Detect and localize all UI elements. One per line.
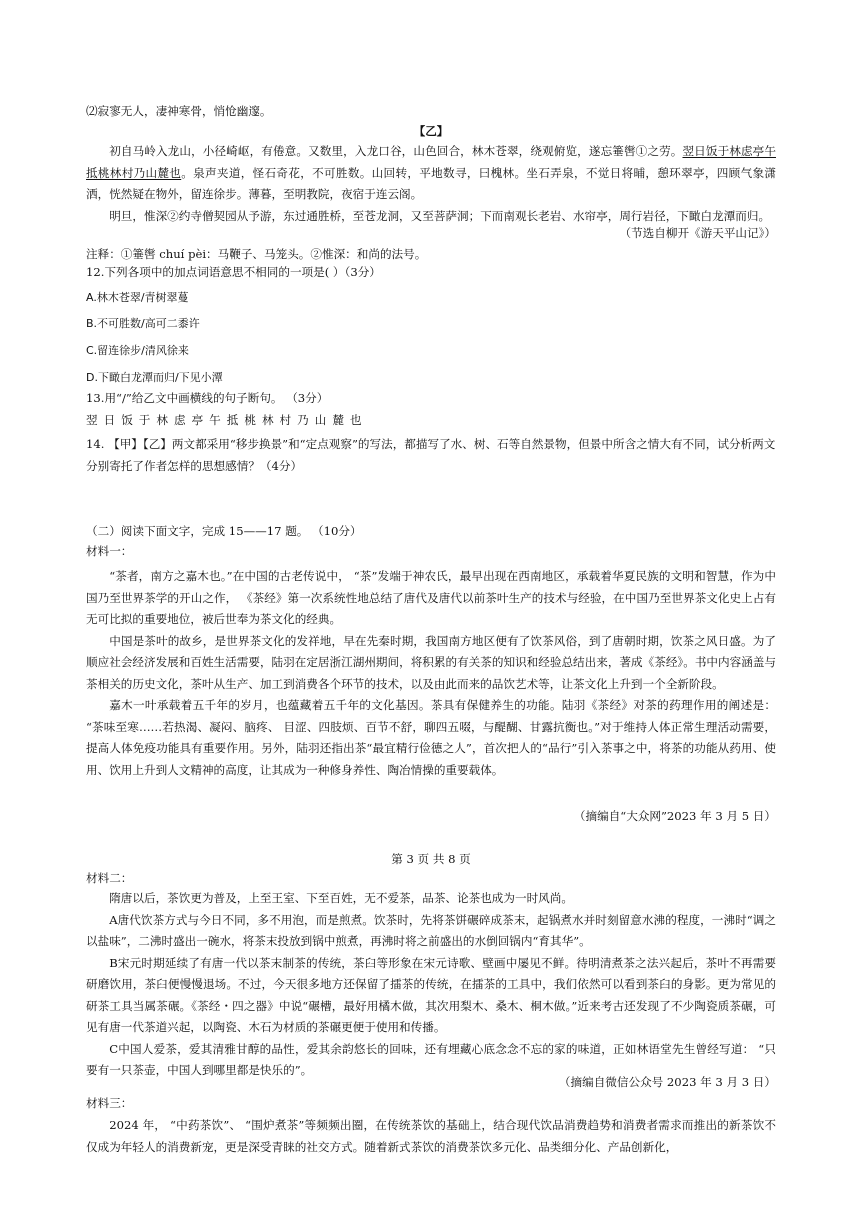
material-1-paragraph-2: 中国是茶叶的故乡，是世界茶文化的发祥地，早在先秦时期，我国南方地区便有了饮茶风俗，到了唐朝时期，饮茶之风日盛。为了顺应社会经济发展和百姓生活需要，陆羽在定居浙江湖州期间，将积累的有关茶的知识和经验总结出来，著成《茶经》。书中内容涵盖与茶相关的历史文化，茶叶从生产、加工到消费各个环节的技术，以及由此而来的品饮艺术等，让茶文化上升到一个全新阶段。 (86, 633, 776, 691)
material-1-paragraph-3: 嘉木一叶承载着五千年的岁月，也蕴藏着五千年的文化基因。茶具有保健养生的功能。陆羽《茶经》对茶的药理作用的阐述是： “茶味至寒……若热渴、凝闷、脑疼、 目涩、四肢烦、百节不舒，聊四五啜，与醍醐、甘露抗衡也。”对于维持人体正常生理活动需要，提高人体免疫功能具有重要作用。另外，陆羽还指出茶“最宜精行俭德之人”，首次把人的“品行”引入茶事之中，将茶的功能从药用、使用、饮用上升到人文精神的高度，让其成为一种修身养性、陶冶情操的重要载体。 (86, 698, 776, 777)
material-1-label: 材料一： (86, 544, 133, 558)
passage-yi (86, 141, 776, 227)
question-12-stem: 12.下列各项中的加点词语意思不相同的一项是( ）（3分） (86, 265, 381, 279)
material-2-paragraph-b: B宋元时期延续了有唐一代以茶末制茶的传统，茶臼等形象在宋元诗歌、壁画中屡见不鲜。待明清煮茶之法兴起后，茶叶不再需要研磨饮用，茶臼便慢慢退场。不过，今天很多地方还保留了擂茶的传统，在擂茶的工具中，我们依然可以看到茶臼的身影。更为常见的研茶工具当属茶碾。《茶经・四之器》中说“碾槽，最好用橘木做，其次用梨木、桑木、桐木做。”近来考古还发现了不少陶瓷质茶碾，可见有唐一代茶道兴起，以陶瓷、木石为材质的茶碾更便于使用和传播。 (86, 955, 776, 1034)
material-1-paragraph-1: “茶者，南方之嘉木也。”在中国的古老传说中， “茶”发端于神农氏，最早出现在西南地区，承载着华夏民族的文明和智慧，作为中国乃至世界茶学的开山之作， 《茶经》第一次系统性地总结了唐代及唐代以前茶叶生产的技术与经验，在中国乃至世界茶文化史上占有无可比拟的重要地位，被后世奉为茶文化的经典。 (86, 569, 776, 626)
passage-yi-text-after: 。泉声夹道，怪石奇花，不可胜数。山回转，平地数寻，曰槐林。坐石弄泉，不觉日将晡，憩环翠亭，四顾气象潇洒，恍然疑在物外，留连徐步。薄暮，至明教院，夜宿于连云阁。 (86, 165, 776, 201)
question-12-option-b: B.不可胜数/高可二黍许 (86, 317, 200, 330)
question-14-stem: 14. 【甲】【乙】两文都采用“移步换景”和“定点观察”的写法，都描写了水、树、石等自然景物，但景中所含之情大有不同，试分析两文分别寄托了作者怎样的思想感情？（4分） (86, 437, 776, 473)
question-12 (86, 262, 776, 284)
question-13-stem: 13.用“/”给乙文中画横线的句子断句。 （3分） (86, 391, 329, 405)
material-3-label: 材料三： (86, 1096, 133, 1110)
material-2-source: （摘编自微信公众号 2023 年 3 月 3 日） (558, 1075, 776, 1089)
passage-jia-ending (86, 101, 776, 123)
passage-jia-last-line: ⑵寂寥无人，凄神寒骨，悄怆幽邃。 (86, 104, 272, 118)
section-2-heading: （二）阅读下面文字，完成 15——17 题。 （10分） (86, 524, 362, 538)
material-3-paragraph-1: 2024 年， “中药茶饮”、 “围炉煮茶”等频频出圈，在传统茶饮的基础上，结合现代饮品消费趋势和消费者需求而推出的新茶饮不仅成为年轻人的消费新宠，更是深受青睐的社交方式。随着新式茶饮的消费茶饮多元化、品类细分化、产品创新化， (86, 1118, 776, 1154)
material-3 (86, 1115, 776, 1158)
material-2-paragraph-a: A唐代饮茶方式与今日不同，多不用泡，而是煎煮。饮茶时，先将茶饼碾碎成茶末，起锅煮水并时刻留意水沸的程度，一沸时“调之以盐味”，二沸时盛出一碗水，将茶末投放到锅中煎煮，再沸时将之前盛出的水倒回锅内“育其华”。 (86, 912, 776, 948)
passage-yi-text-before: 初自马岭入龙山，小径崎岖，有倦意。又数里，入龙口谷，山色回合，林木苍翠，绕观俯览，遂忘箠辔①之劳。 (109, 144, 683, 158)
passage-yi-paragraph-2: 明旦，惟深②约寺僧契园从予游，东过通胜桥，至苍龙洞，又至菩萨洞；下而南观长老岩、水帘亭，周行岩径，下瞰白龙潭而归。 (109, 208, 771, 223)
passage-yi-source: （节选自柳开《游天平山记》） (619, 226, 776, 240)
material-2 (86, 888, 776, 1082)
material-2-paragraph-intro: 隋唐以后，茶饮更为普及，上至王室、下至百姓，无不爱茶，品茶、论茶也成为一时风尚。 (109, 891, 573, 905)
passage-yi-heading: 【乙】 (413, 124, 449, 138)
question-12-option-d: D.下瞰白龙潭而归/下见小潭 (86, 371, 223, 384)
passage-yi-paragraph-1 (86, 141, 776, 206)
material-2-paragraph-c: C中国人爱茶，爱其清雅甘醇的品性，爱其余韵悠长的回味，还有埋藏心底念念不忘的家的味道，正如林语堂先生曾经写道： “只要有一只茶壶，中国人到哪里都是快乐的”。 (86, 1041, 776, 1077)
question-12-option-a: A.林木苍翠/青树翠蔓 (86, 291, 189, 304)
passage-yi-notes: 注释：①箠辔 chuí pèi：马鞭子、马笼头。②惟深：和尚的法号。 (86, 247, 427, 261)
question-14 (86, 434, 776, 477)
material-1-source: （摘编自“大众网”2023 年 3 月 5 日） (573, 809, 776, 823)
underlined-sentence: 翌日饭于林虑亭午抵桃林村乃山麓也 (86, 144, 776, 180)
question-13-sentence: 翌日饭于林虑亭午抵桃林村乃山麓也 (86, 413, 368, 427)
page-footer: 第 3 页 共 8 页 (391, 852, 471, 866)
material-2-label: 材料二： (86, 871, 133, 885)
question-12-option-c: C.留连徐步/清风徐来 (86, 344, 189, 357)
material-1 (86, 566, 776, 781)
